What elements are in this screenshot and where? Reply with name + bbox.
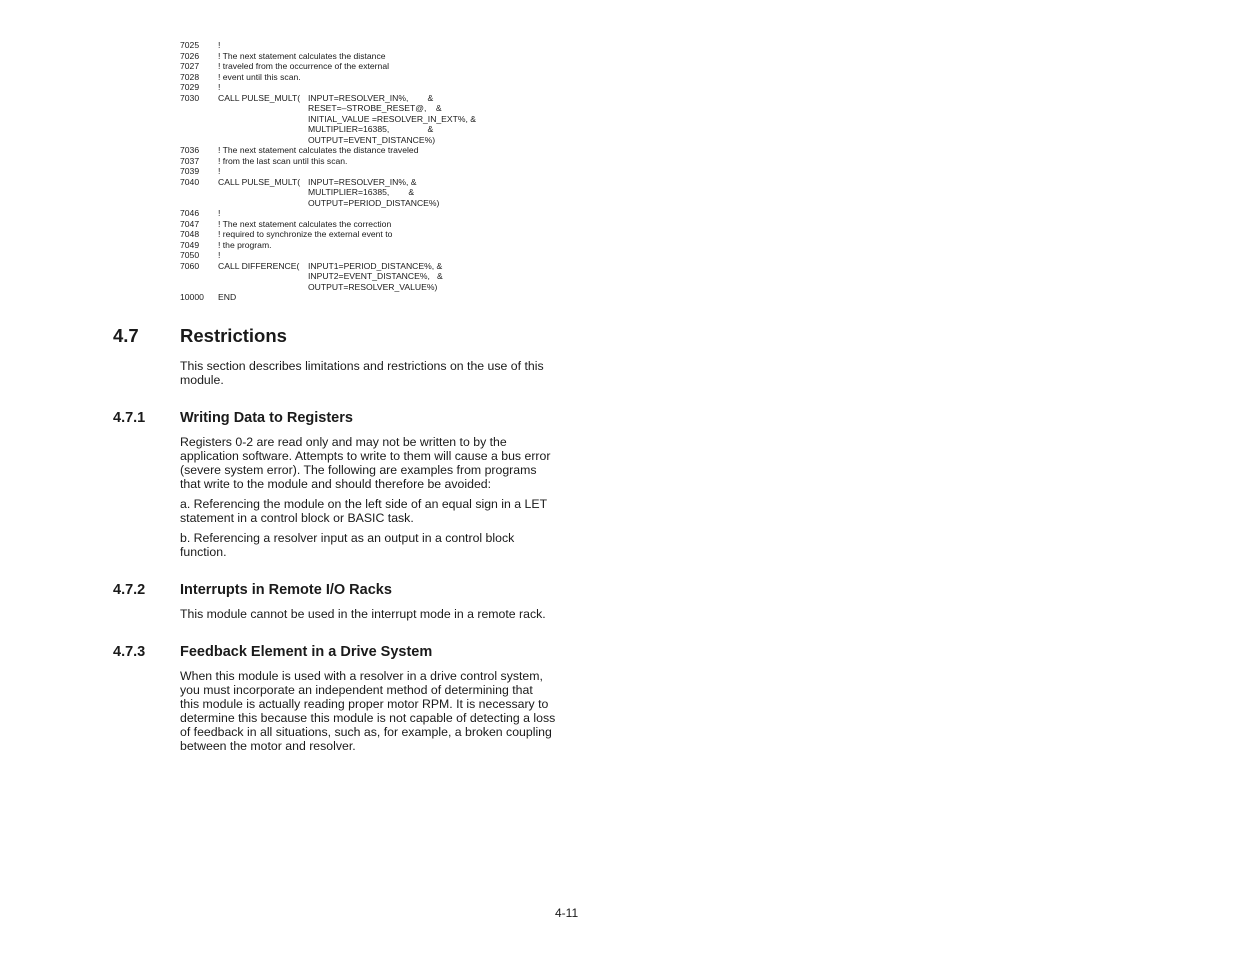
text-line: (severe system error). The following are examples from programs	[180, 463, 537, 477]
code-text: ! The next statement calculates the distance traveled	[218, 145, 419, 155]
code-text: !	[218, 208, 221, 218]
text-line: this module is actually reading proper motor RPM. It is necessary to	[180, 697, 549, 711]
text-line: that write to the module and should therefore be avoided:	[180, 477, 492, 491]
text-line: This section describes limitations and restrictions on the use of this	[180, 359, 544, 373]
text-line: between the motor and resolver.	[180, 739, 356, 753]
subsection-number: 4.7.3	[113, 644, 146, 660]
code-line	[180, 72, 540, 83]
code-line	[180, 40, 540, 51]
code-line	[180, 93, 540, 104]
code-text: !	[218, 166, 221, 176]
line-number: 7027	[180, 61, 200, 71]
page-number: 4-11	[555, 906, 579, 920]
code-text: ! the program.	[218, 239, 272, 250]
code-line	[180, 135, 540, 146]
subsection-title: Feedback Element in a Drive System	[180, 644, 433, 660]
code-text: ! required to synchronize the external event to	[218, 229, 393, 239]
code-text: !	[218, 40, 221, 50]
code-argument: INITIAL_VALUE =RESOLVER_IN_EXT%, &	[308, 113, 477, 124]
code-listing	[180, 40, 540, 303]
code-line	[180, 250, 540, 261]
code-line	[180, 145, 540, 156]
text-line: statement in a control block or BASIC task.	[180, 511, 414, 525]
text-line: you must incorporate an independent method of determining that	[180, 683, 533, 697]
paragraph	[180, 435, 580, 491]
code-text: ! The next statement calculates the distance	[218, 50, 386, 61]
line-number: 7047	[180, 218, 200, 229]
paragraph	[180, 497, 580, 525]
code-line	[180, 177, 540, 188]
section-title: Restrictions	[180, 325, 287, 346]
section-intro	[180, 359, 580, 387]
code-argument: INPUT1=PERIOD_DISTANCE%, &	[308, 260, 443, 271]
text-line: function.	[180, 545, 227, 559]
code-line	[180, 124, 540, 135]
line-number: 7037	[180, 155, 200, 166]
code-text: END	[218, 292, 237, 302]
section-number: 4.7	[113, 325, 139, 346]
text-line: module.	[180, 373, 224, 387]
code-argument: INPUT=RESOLVER_IN%, &	[308, 176, 417, 187]
code-text: ! from the last scan until this scan.	[218, 155, 348, 166]
code-line	[180, 219, 540, 230]
code-text: !	[218, 82, 221, 92]
text-line: When this module is used with a resolver in a drive control system,	[180, 669, 543, 683]
line-number: 10000	[180, 292, 204, 302]
line-number: 7040	[180, 176, 200, 187]
paragraph	[180, 607, 580, 621]
code-text: CALL PULSE_MULT(	[218, 92, 301, 103]
code-line	[180, 292, 540, 303]
code-text: ! event until this scan.	[218, 71, 301, 82]
subsection-title: Writing Data to Registers	[180, 410, 353, 426]
code-text: !	[218, 250, 221, 260]
code-line	[180, 51, 540, 62]
code-argument: OUTPUT=EVENT_DISTANCE%)	[308, 134, 436, 145]
text-line: a. Referencing the module on the left side of an equal sign in a LET	[180, 497, 548, 511]
subsection-number: 4.7.1	[113, 410, 146, 426]
line-number: 7029	[180, 82, 200, 92]
code-line	[180, 166, 540, 177]
text-line: application software. Attempts to write to them will cause a bus error	[180, 449, 551, 463]
code-line	[180, 271, 540, 282]
line-number: 7030	[180, 92, 200, 103]
line-number: 7060	[180, 260, 200, 271]
line-number: 7036	[180, 145, 200, 155]
code-line	[180, 82, 540, 93]
text-line: Registers 0-2 are read only and may not be written to by the	[180, 435, 507, 449]
code-argument: RESET=–STROBE_RESET@, &	[308, 103, 442, 113]
code-line	[180, 282, 540, 293]
line-number: 7048	[180, 229, 200, 239]
subsection-number: 4.7.2	[113, 582, 146, 598]
code-text: ! traveled from the occurrence of the external	[218, 61, 390, 71]
code-argument: MULTIPLIER=16385, &	[308, 187, 415, 197]
code-line	[180, 261, 540, 272]
line-number: 7050	[180, 250, 200, 260]
line-number: 7028	[180, 71, 200, 82]
line-number: 7026	[180, 50, 200, 61]
code-line	[180, 229, 540, 240]
code-argument: MULTIPLIER=16385, &	[308, 124, 434, 134]
paragraph	[180, 531, 580, 559]
code-line	[180, 114, 540, 125]
text-line: determine this because this module is not capable of detecting a loss	[180, 711, 556, 725]
code-argument: INPUT=RESOLVER_IN%, &	[308, 92, 434, 103]
code-line	[180, 156, 540, 167]
code-text: CALL DIFFERENCE(	[218, 260, 300, 271]
code-argument: INPUT2=EVENT_DISTANCE%, &	[308, 271, 443, 281]
text-line: b. Referencing a resolver input as an output in a control block	[180, 531, 515, 545]
code-text: CALL PULSE_MULT(	[218, 176, 301, 187]
code-text: ! The next statement calculates the correction	[218, 218, 392, 229]
subsection-title: Interrupts in Remote I/O Racks	[180, 582, 392, 598]
code-line	[180, 208, 540, 219]
code-line	[180, 61, 540, 72]
code-line	[180, 198, 540, 209]
code-argument: OUTPUT=RESOLVER_VALUE%)	[308, 281, 438, 292]
line-number: 7046	[180, 208, 200, 218]
line-number: 7025	[180, 40, 200, 50]
code-line	[180, 187, 540, 198]
line-number: 7039	[180, 166, 200, 176]
text-line: of feedback in all situations, such as, for example, a broken coupling	[180, 725, 552, 739]
text-line: This module cannot be used in the interrupt mode in a remote rack.	[180, 607, 546, 621]
code-argument: OUTPUT=PERIOD_DISTANCE%)	[308, 197, 440, 208]
code-line	[180, 240, 540, 251]
code-line	[180, 103, 540, 114]
line-number: 7049	[180, 239, 200, 250]
paragraph	[180, 669, 580, 753]
